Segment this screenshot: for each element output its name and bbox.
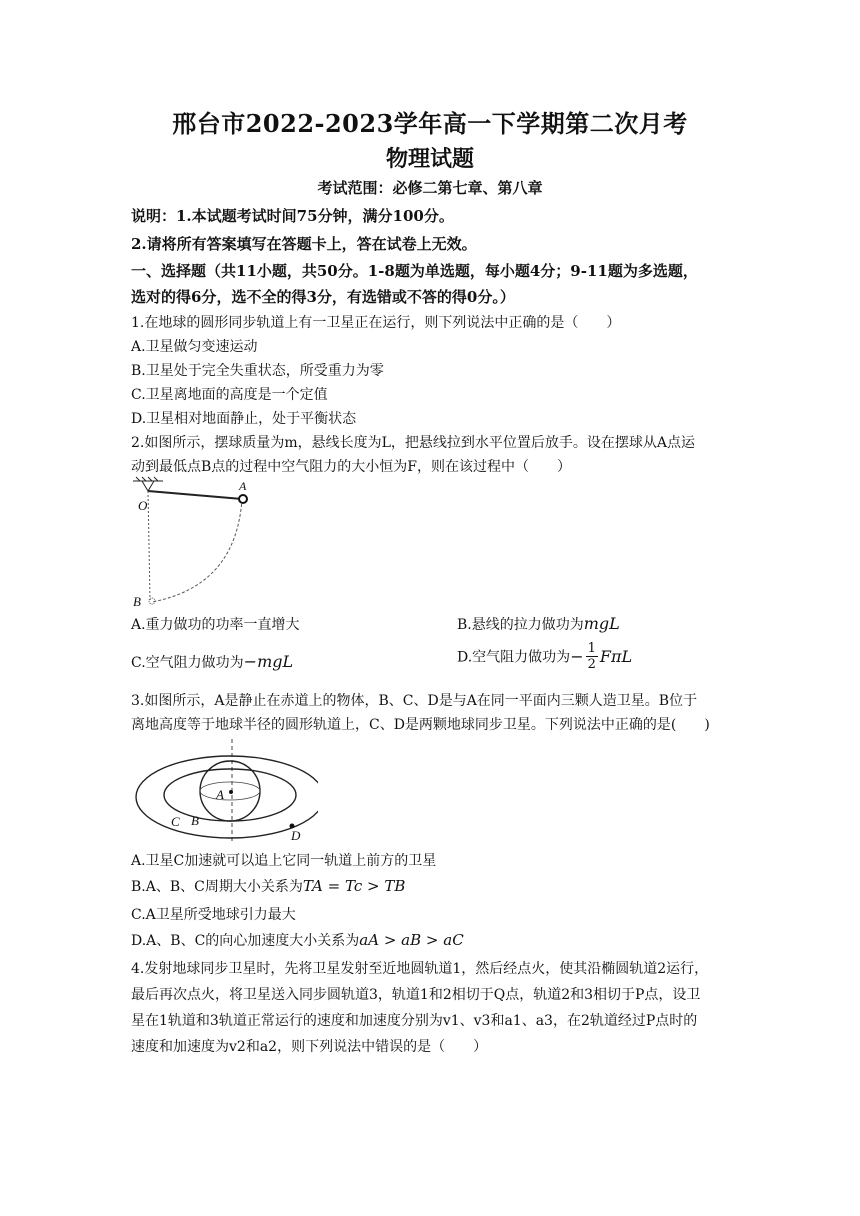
q2-option-d-fraction bbox=[586, 641, 598, 672]
q4-line-1: 4.发射地球同步卫星时，先将卫星发射至近地圆轨道1，然后经点火，使其沿椭圆轨道2运行， bbox=[131, 961, 709, 977]
lowest-point-marker bbox=[149, 598, 155, 604]
q2-option-d-expr: FπL bbox=[599, 647, 633, 666]
horizontal-string bbox=[148, 491, 242, 499]
label-b: B bbox=[191, 813, 199, 828]
exam-title: 邢台市2022-2023学年高一下学期第二次月考 bbox=[172, 109, 688, 138]
q1-option-c: C.卫星离地面的高度是一个定值 bbox=[131, 387, 328, 403]
fraction-numerator: 1 bbox=[587, 641, 596, 656]
q2-option-d bbox=[457, 641, 632, 672]
q2-option-c bbox=[131, 652, 293, 672]
orbit-figure bbox=[128, 735, 318, 845]
q3-option-d-text: D.A、B、C的向心加速度大小关系为 bbox=[131, 933, 360, 949]
q2-stem-line-1: 2.如图所示，摆球质量为m，悬线长度为L，把悬线拉到水平位置后放手。设在摆球从A点运 bbox=[131, 435, 696, 451]
ceiling-hatch bbox=[133, 477, 163, 481]
q1-stem: 1.在地球的圆形同步轨道上有一卫星正在运行，则下列说法中正确的是（ ） bbox=[131, 315, 621, 331]
label-c: C bbox=[171, 814, 180, 829]
q2-option-b-expr: mgL bbox=[583, 614, 620, 633]
section-heading-line-2: 选对的得6分，选不全的得3分，有选错或不答的得0分。） bbox=[131, 288, 515, 306]
q3-option-d bbox=[131, 930, 464, 950]
q2-option-c-text: C.空气阻力做功为 bbox=[131, 655, 244, 671]
q1-option-b: B.卫星处于完全失重状态，所受重力为零 bbox=[131, 363, 384, 379]
q4-line-2: 最后再次点火，将卫星送入同步圆轨道3，轨道1和2相切于Q点，轨道2和3相切于P点，设卫 bbox=[131, 987, 701, 1003]
note-line-2: 2.请将所有答案填写在答题卡上，答在试卷上无效。 bbox=[131, 235, 477, 253]
q3-option-a: A.卫星C加速就可以追上它同一轨道上前方的卫星 bbox=[131, 853, 437, 869]
pivot-mount bbox=[142, 481, 154, 491]
q2-option-c-expr: −mgL bbox=[243, 652, 294, 671]
label-d: D bbox=[291, 828, 301, 843]
section-heading-line-1: 一、选择题（共11小题，共50分。1-8题为单选题，每小题4分；9-11题为多选题， bbox=[131, 262, 698, 280]
q3-option-b-text: B.A、B、C周期大小关系为 bbox=[131, 879, 303, 895]
q3-option-c: C.A卫星所受地球引力最大 bbox=[131, 907, 296, 923]
q2-option-a: A.重力做功的功率一直增大 bbox=[131, 617, 300, 633]
label-o: O bbox=[138, 498, 148, 513]
q2-option-d-minus: − bbox=[570, 647, 584, 666]
exam-subtitle: 物理试题 bbox=[385, 146, 474, 172]
q3-option-b-expr: TA = Tc > TB bbox=[302, 877, 406, 895]
q1-option-d: D.卫星相对地面静止，处于平衡状态 bbox=[131, 411, 357, 427]
swing-arc bbox=[152, 499, 242, 602]
label-a: A bbox=[216, 787, 224, 802]
q1-option-a: A.卫星做匀变速运动 bbox=[131, 339, 258, 355]
exam-scope: 考试范围：必修二第七章、第八章 bbox=[317, 179, 543, 197]
q2-option-b bbox=[457, 614, 620, 634]
point-a-dot bbox=[229, 790, 233, 794]
fraction-denominator: 2 bbox=[587, 657, 596, 672]
q2-option-b-text: B.悬线的拉力做功为 bbox=[457, 617, 584, 633]
label-a: A bbox=[239, 479, 247, 493]
q3-option-b bbox=[131, 876, 405, 896]
q3-stem-line-1: 3.如图所示，A是静止在赤道上的物体，B、C、D是与A在同一平面内三颗人造卫星。B位于 bbox=[131, 693, 698, 709]
note-line-1: 说明：1.本试题考试时间75分钟，满分100分。 bbox=[131, 207, 454, 225]
vertical-dotted-line bbox=[148, 491, 150, 600]
q2-option-d-text: D.空气阻力做功为 bbox=[457, 649, 571, 666]
q3-stem-line-2: 离地高度等于地球半径的圆形轨道上，C、D是两颗地球同步卫星。下列说法中正确的是( ) bbox=[131, 717, 710, 733]
inner-orbit bbox=[164, 769, 296, 821]
pendulum-bob bbox=[239, 495, 247, 503]
q4-line-4: 速度和加速度为v2和a2，则下列说法中错误的是（ ） bbox=[131, 1039, 488, 1055]
q3-option-d-expr: aA > aB > aC bbox=[359, 931, 464, 949]
pendulum-figure bbox=[128, 476, 268, 612]
q4-line-3: 星在1轨道和3轨道正常运行的速度和加速度分别为v1、v3和a1、a3，在2轨道经过P点时的 bbox=[131, 1013, 698, 1029]
label-b: B bbox=[133, 594, 141, 609]
q2-stem-line-2: 动到最低点B点的过程中空气阻力的大小恒为F，则在该过程中（ ） bbox=[131, 459, 572, 475]
